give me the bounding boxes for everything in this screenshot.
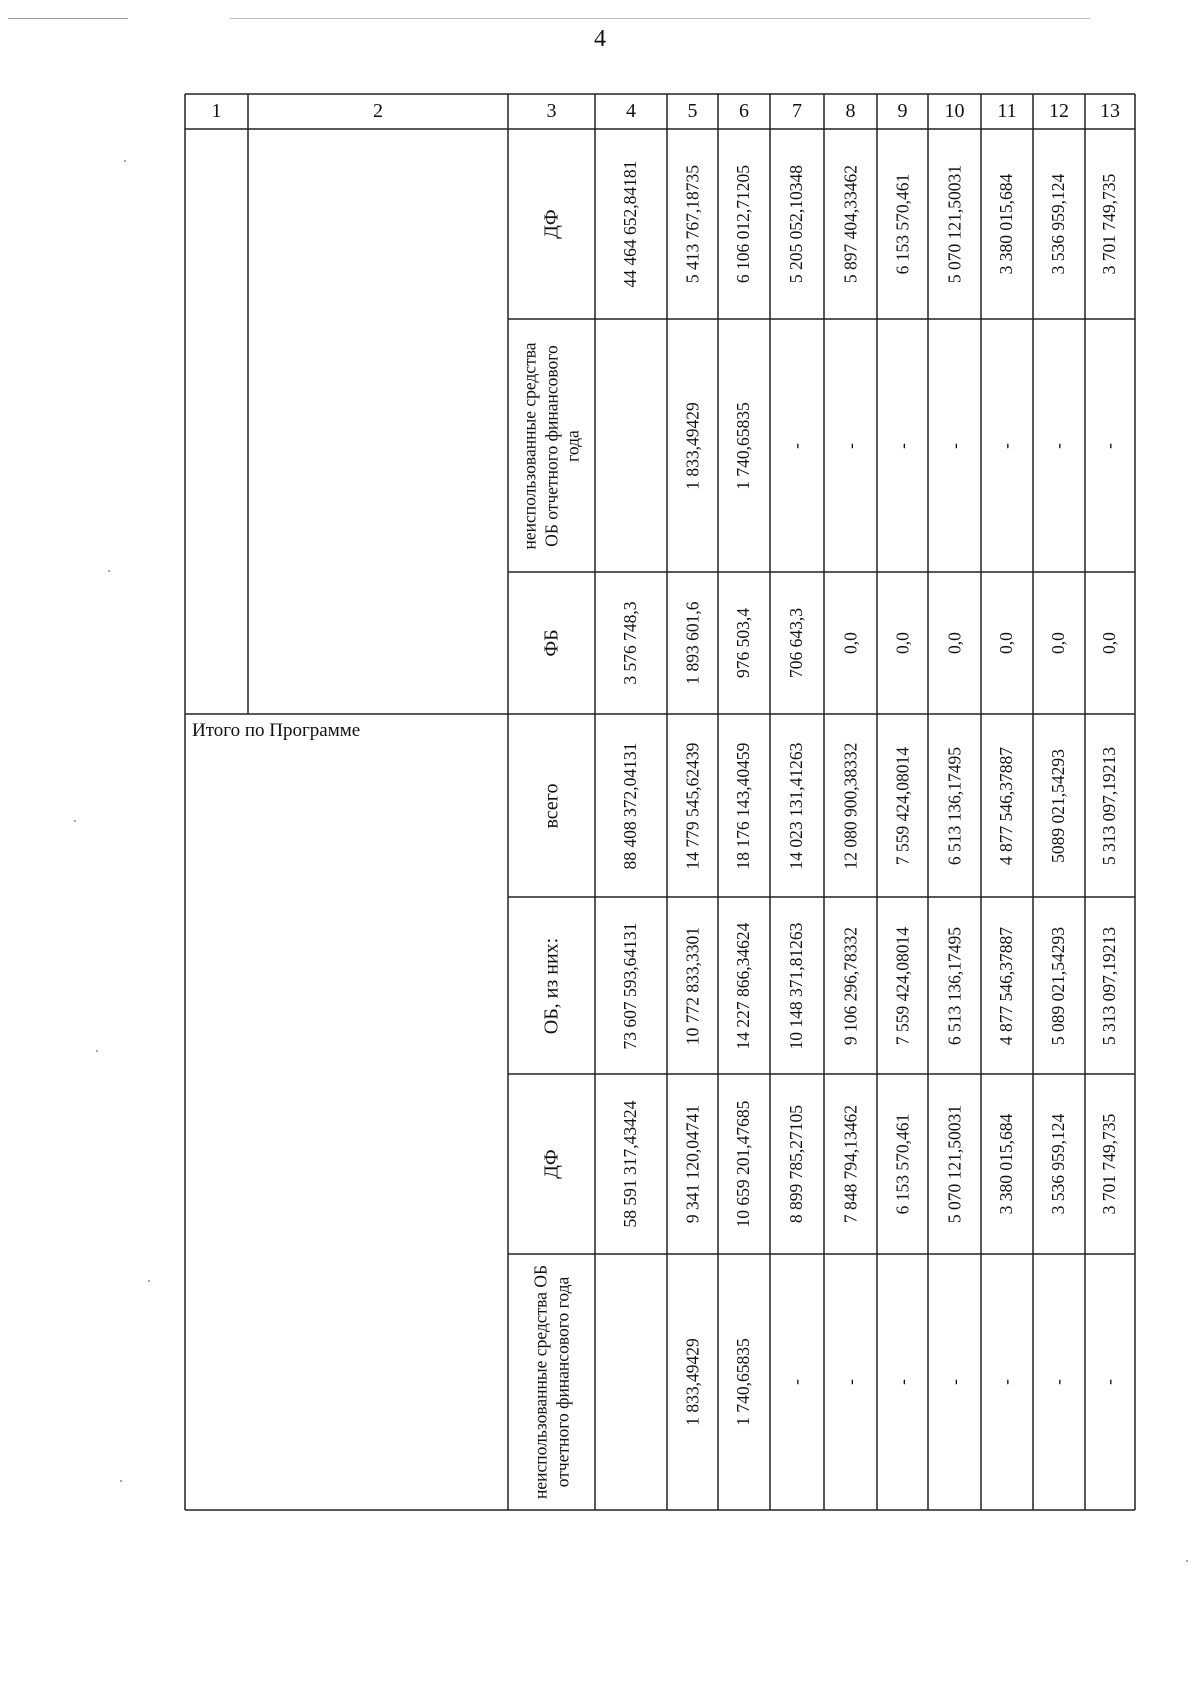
table-cell: 6 153 570,461 — [891, 1113, 912, 1215]
table-cell: - — [786, 1379, 807, 1385]
table-cell: 5 897 404,33462 — [839, 164, 860, 284]
table-cell: 9 106 296,78332 — [839, 926, 860, 1045]
table-cell: - — [943, 442, 964, 449]
column-number: 11 — [997, 100, 1017, 122]
table-cell: 1 893 601,6 — [681, 601, 702, 685]
table-cell: 5 413 767,18735 — [681, 164, 702, 284]
table-cell: - — [1099, 442, 1120, 449]
table-cell: 1 740,65835 — [733, 1338, 754, 1426]
table-cell: 3 380 015,684 — [996, 173, 1017, 275]
table-cell: 10 772 833,3301 — [681, 926, 702, 1045]
table-cell: 0,0 — [1048, 632, 1069, 654]
table-cell: 0,0 — [943, 632, 964, 654]
table-cell: 8 899 785,27105 — [786, 1104, 807, 1224]
table-cell: 3 536 959,124 — [1048, 173, 1069, 275]
table-cell: - — [1048, 1379, 1069, 1385]
row-label-unused2: неиспользованные средства ОБ отчетного финансового года — [529, 1264, 572, 1500]
table-cell: 1 833,49429 — [681, 1338, 702, 1426]
row-label-unused: неиспользованные средства ОБ отчетного финансового года — [518, 341, 583, 550]
row-label-fb: ФБ — [540, 629, 562, 657]
table-cell: 14 023 131,41263 — [786, 742, 807, 869]
column-number: 7 — [792, 100, 802, 122]
row-label-vsego: всего — [540, 782, 562, 829]
row-label-ob: ОБ, из них: — [540, 937, 562, 1034]
column-number: 13 — [1100, 100, 1120, 122]
table-cell: 5089 021,54293 — [1048, 748, 1069, 863]
table-cell: 6 513 136,17495 — [943, 746, 964, 865]
table-cell: - — [996, 442, 1017, 449]
column-number: 2 — [373, 100, 383, 122]
table-cell: - — [1048, 442, 1069, 449]
table-cell: 4 877 546,37887 — [996, 926, 1017, 1045]
column-number: 4 — [626, 100, 636, 122]
table-cell: 44 464 652,84181 — [620, 160, 641, 288]
table-cell: 0,0 — [996, 632, 1017, 654]
table-cell: 0,0 — [839, 632, 860, 654]
row-label-dp: ДФ — [540, 209, 562, 239]
table-cell: 12 080 900,38332 — [839, 742, 860, 869]
row-label-dp2: ДФ — [540, 1149, 562, 1179]
table-cell: 3 576 748,3 — [620, 601, 641, 685]
table-cell: 6 106 012,71205 — [733, 164, 754, 284]
column-number: 5 — [687, 100, 698, 122]
table-cell: - — [839, 442, 860, 449]
table-cell: 3 701 749,735 — [1099, 1113, 1120, 1215]
table-cell: 14 227 866,34624 — [733, 922, 754, 1049]
table-cell: 5 205 052,10348 — [786, 164, 807, 284]
table-cell — [595, 326, 667, 566]
column-number: 3 — [546, 100, 557, 122]
table-cell: 5 313 097,19213 — [1099, 926, 1120, 1045]
table-cell: 88 408 372,04131 — [620, 742, 641, 869]
column-number: 1 — [211, 100, 222, 122]
table-cell: 5 070 121,50031 — [943, 164, 964, 284]
table-cell: 10 659 201,47685 — [733, 1100, 754, 1228]
table-cell: 0,0 — [891, 632, 912, 654]
table-cell: 3 380 015,684 — [996, 1113, 1017, 1215]
table-cell — [595, 1257, 667, 1507]
table-cell: 7 559 424,08014 — [891, 746, 912, 865]
table-cell: 73 607 593,64131 — [620, 922, 641, 1049]
table-cell: 0,0 — [1099, 632, 1120, 654]
table-cell: - — [786, 442, 807, 449]
table-cell: 5 089 021,54293 — [1048, 926, 1069, 1045]
table-cell: - — [839, 1379, 860, 1385]
program-total-label: Итого по Программе — [192, 720, 361, 741]
table-cell: 5 313 097,19213 — [1099, 746, 1120, 865]
table-cell: 706 643,3 — [786, 608, 807, 678]
table-cell: 10 148 371,81263 — [786, 922, 807, 1049]
table-cell: 1 740,65835 — [733, 401, 754, 490]
table-cell: 6 513 136,17495 — [943, 926, 964, 1045]
column-number: 6 — [739, 100, 749, 122]
column-number: 9 — [897, 100, 908, 122]
column-number: 12 — [1049, 100, 1069, 122]
table-cell: 7 559 424,08014 — [891, 926, 912, 1045]
table-cell: - — [891, 442, 912, 449]
table-cell: - — [943, 1379, 964, 1385]
table-cell: 4 877 546,37887 — [996, 746, 1017, 865]
table-cell: 5 070 121,50031 — [943, 1104, 964, 1224]
table-cell: - — [996, 1379, 1017, 1385]
table-cell: 1 833,49429 — [681, 401, 702, 490]
table-cell: 6 153 570,461 — [891, 173, 912, 275]
table-cell: - — [891, 1379, 912, 1385]
table-cell: 58 591 317,43424 — [620, 1100, 641, 1228]
table-cell: 3 701 749,735 — [1099, 173, 1120, 275]
table-cell: 976 503,4 — [733, 608, 754, 678]
table-cell: 18 176 143,40459 — [733, 742, 754, 869]
table-cell: 7 848 794,13462 — [839, 1104, 860, 1224]
table-cell: 3 536 959,124 — [1048, 1113, 1069, 1215]
table-cell: 9 341 120,04741 — [681, 1104, 702, 1224]
column-number: 10 — [944, 100, 965, 122]
table-cell: 14 779 545,62439 — [681, 742, 702, 869]
table-cell: - — [1099, 1379, 1120, 1385]
page-number: 4 — [594, 26, 606, 52]
column-number: 8 — [845, 100, 856, 122]
